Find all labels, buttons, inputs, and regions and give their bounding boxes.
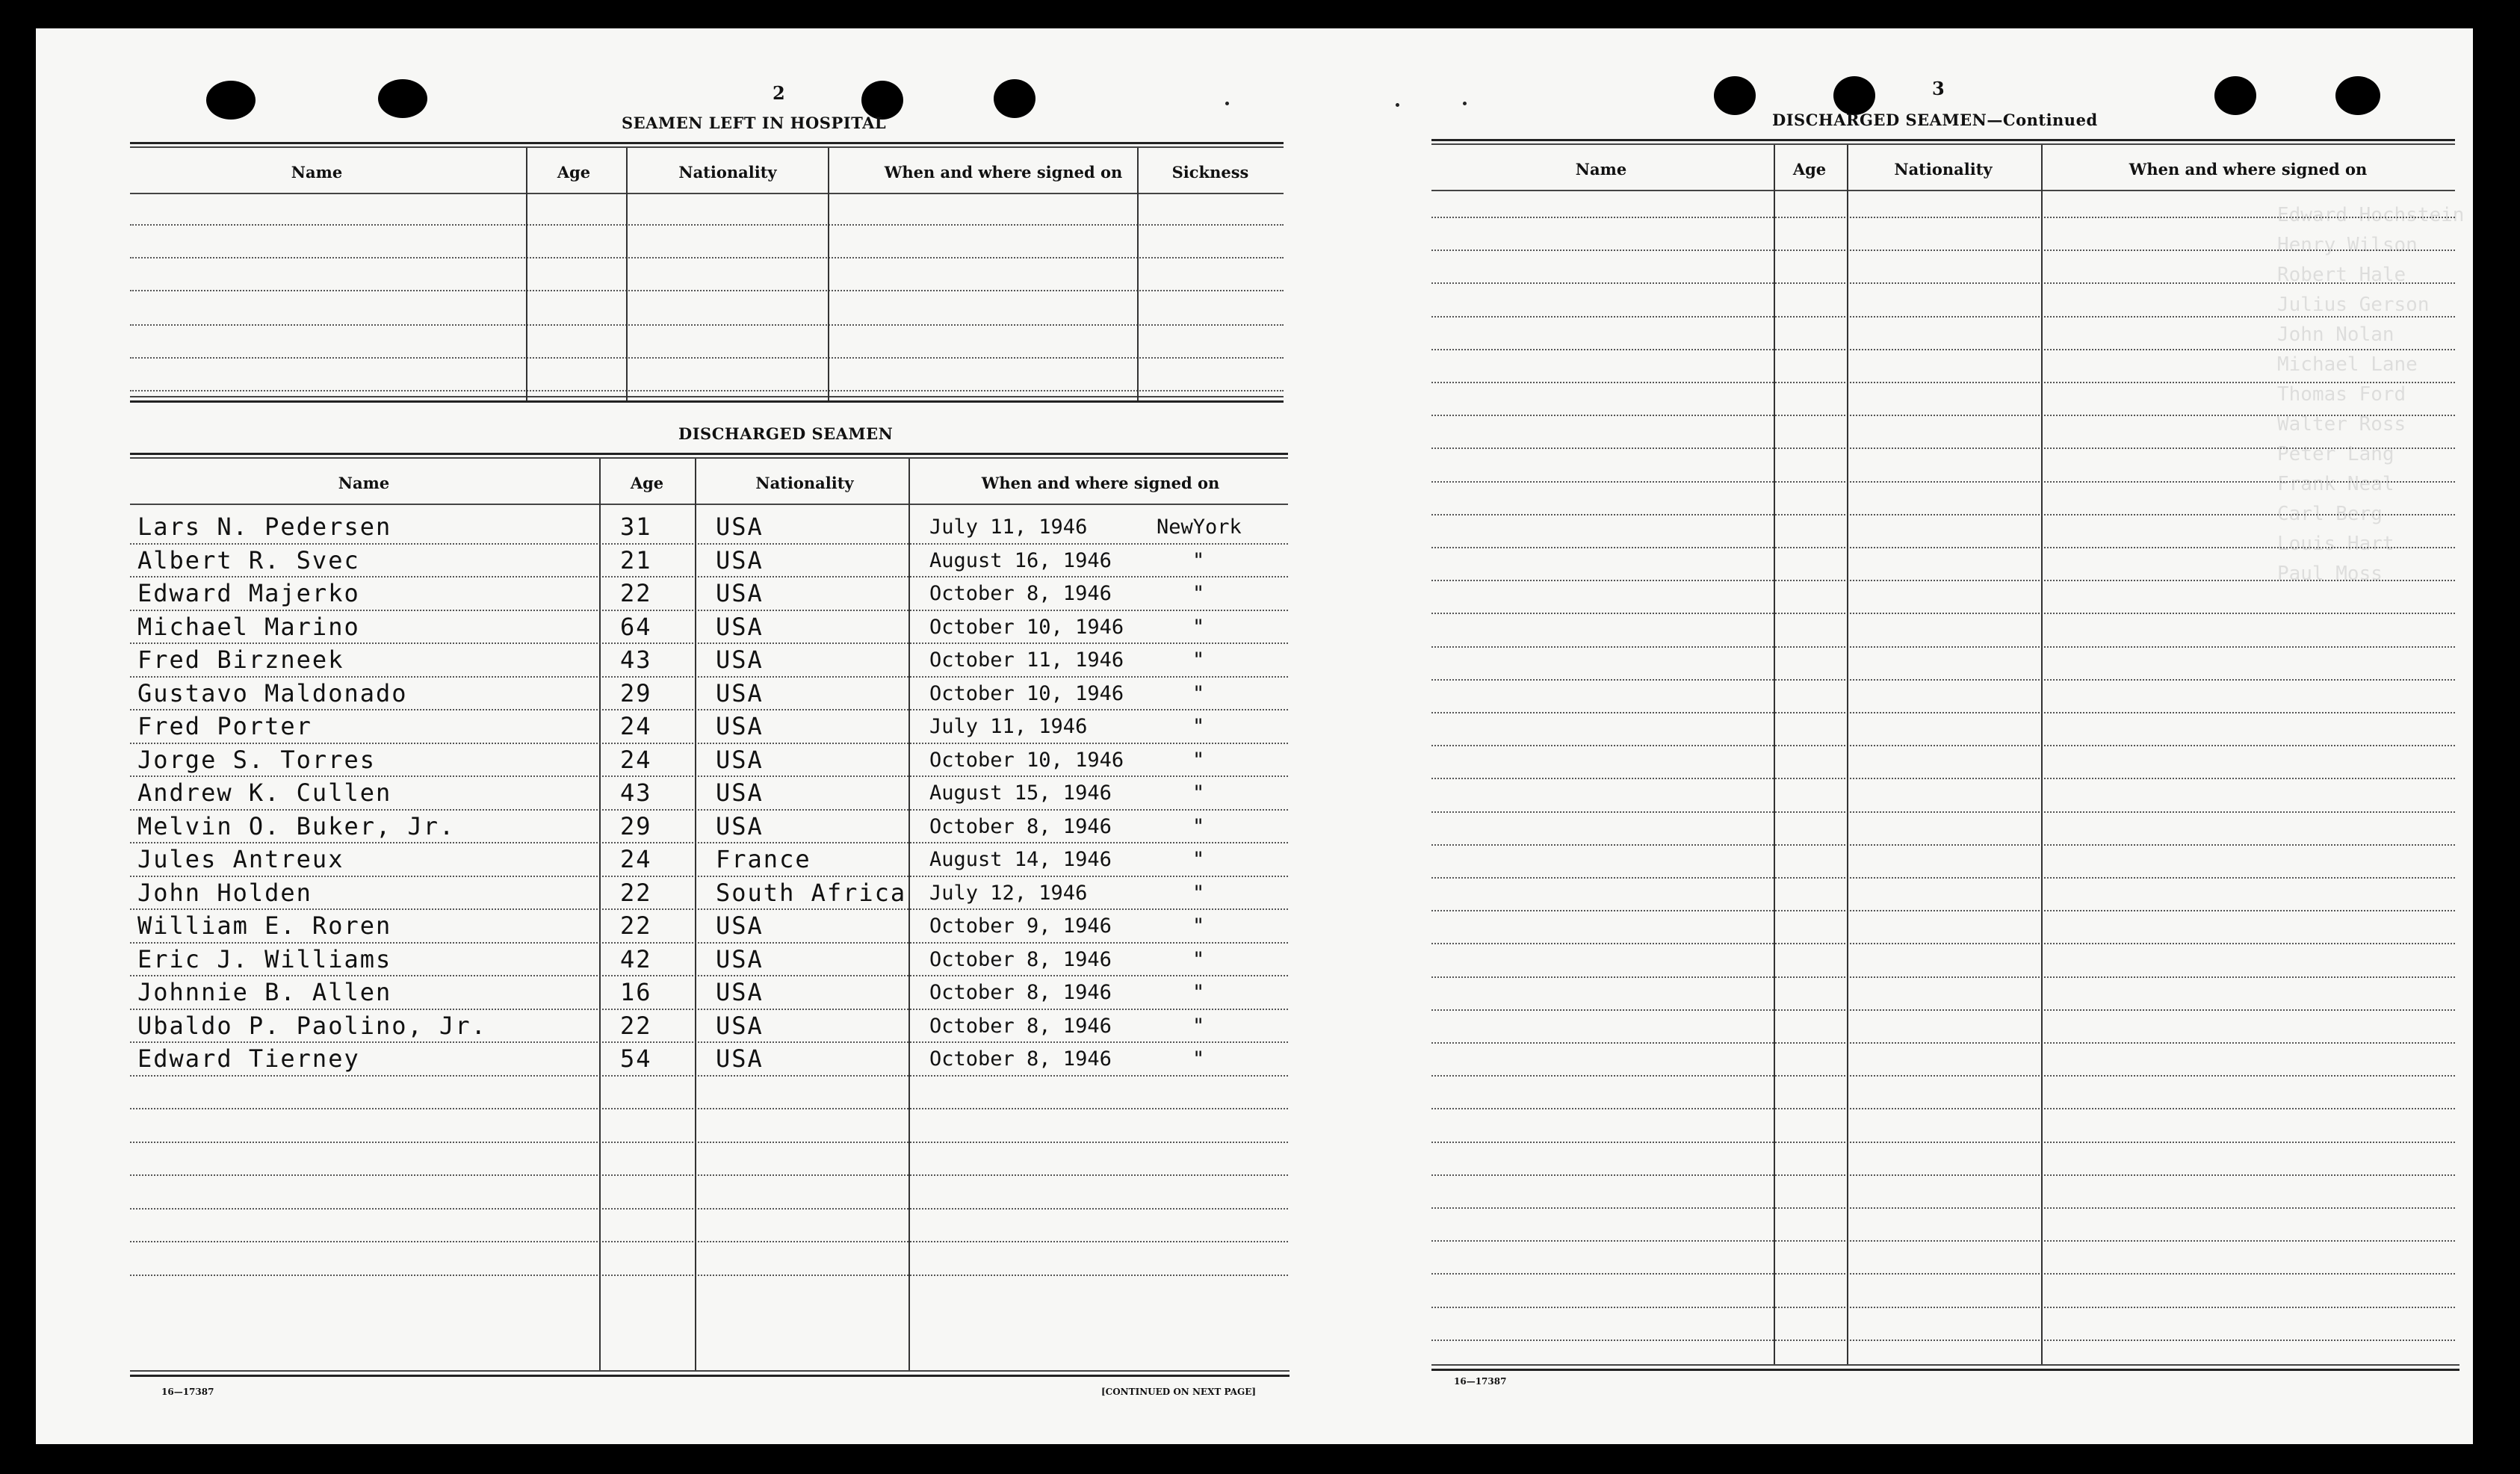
blank-row-line: [1431, 976, 2455, 978]
seaman-nationality: USA: [716, 778, 764, 807]
seaman-name: Michael Marino: [137, 612, 360, 641]
seaman-name: Johnnie B. Allen: [137, 978, 392, 1006]
signed-on-date: October 8, 1946: [929, 947, 1112, 971]
blank-row-line: [1431, 514, 2455, 515]
seaman-age: 24: [620, 745, 652, 774]
discharged-col-divider: [599, 459, 601, 1372]
blank-row-line: [1431, 1307, 2455, 1308]
signed-on-place: ": [1192, 582, 1205, 605]
continued-col-nationality: Nationality: [1894, 160, 1993, 179]
discharged-col-divider: [908, 459, 910, 1372]
bleed-through-text: Edward Hochstein Henry Wilson Robert Hale Julius Gerson John Nolan Michael Lane Thomas Ford Walter Ross Peter Lang Frank Neal Carl Berg Louis Hart Paul Moss: [2277, 204, 2465, 585]
seaman-nationality: USA: [716, 745, 764, 774]
seaman-age: 43: [620, 645, 652, 674]
signed-on-date: August 14, 1946: [929, 848, 1112, 871]
signed-on-place: ": [1192, 1047, 1205, 1071]
row-line: [130, 1041, 1288, 1043]
discharged-col-name: Name: [338, 474, 390, 492]
seaman-nationality: USA: [716, 579, 764, 607]
continued-header-rule: [1431, 190, 2455, 191]
seaman-nationality: South Africa: [716, 878, 907, 907]
seaman-age: 22: [620, 911, 652, 940]
continued-top-rule: [1431, 143, 2455, 145]
seaman-age: 29: [620, 678, 652, 707]
blank-row-line: [1431, 1108, 2455, 1109]
blank-row-line: [130, 290, 1284, 291]
discharged-top-rule: [130, 453, 1288, 455]
seaman-age: 24: [620, 712, 652, 740]
signed-on-place: ": [1192, 881, 1205, 905]
signed-on-date: August 15, 1946: [929, 781, 1112, 805]
seaman-name: Albert R. Svec: [137, 545, 360, 575]
continued-col-divider: [1847, 145, 1848, 1366]
punch-hole: [2214, 76, 2256, 115]
blank-row-line: [1431, 415, 2455, 416]
discharged-title: DISCHARGED SEAMEN: [678, 424, 894, 443]
seaman-age: 22: [620, 1011, 652, 1040]
seaman-name: Jorge S. Torres: [137, 745, 376, 774]
seaman-age: 22: [620, 579, 652, 607]
signed-on-date: October 10, 1946: [929, 748, 1124, 772]
blank-row-line: [130, 357, 1284, 359]
signed-on-date: October 10, 1946: [929, 681, 1124, 705]
blank-row-line: [130, 390, 1284, 391]
blank-row-line: [1431, 217, 2455, 218]
discharged-col-age: Age: [630, 474, 664, 492]
seaman-name: Gustavo Maldonado: [137, 678, 408, 707]
seaman-name: Eric J. Williams: [137, 944, 392, 973]
continued-col-divider: [1774, 145, 1775, 1366]
seaman-nationality: USA: [716, 811, 764, 840]
blank-row-line: [1431, 646, 2455, 648]
hospital-col-divider: [526, 148, 527, 400]
seaman-nationality: USA: [716, 712, 764, 740]
page-number: 3: [1932, 78, 1945, 99]
blank-row-line: [1431, 282, 2455, 284]
seaman-nationality: USA: [716, 545, 764, 575]
blank-row-line: [130, 257, 1284, 258]
row-line: [130, 809, 1288, 811]
blank-row-line: [1431, 448, 2455, 449]
seaman-name: John Holden: [137, 878, 312, 907]
seaman-nationality: USA: [716, 513, 764, 541]
blank-row-line: [1431, 580, 2455, 581]
row-line: [130, 1208, 1288, 1210]
seaman-nationality: USA: [716, 1011, 764, 1040]
page-number: 2: [773, 82, 785, 104]
blank-row-line: [1431, 910, 2455, 911]
seaman-name: Fred Porter: [137, 712, 312, 740]
hospital-col-nationality: Nationality: [678, 163, 777, 182]
blank-row-line: [1431, 877, 2455, 879]
signed-on-date: October 11, 1946: [929, 648, 1124, 672]
row-line: [130, 1241, 1288, 1242]
signed-on-date: July 11, 1946: [929, 715, 1088, 738]
row-line: [130, 876, 1288, 877]
signed-on-place: ": [1192, 615, 1205, 639]
blank-row-line: [130, 224, 1284, 226]
seaman-nationality: USA: [716, 911, 764, 940]
signed-on-place: ": [1192, 748, 1205, 772]
seaman-name: Jules Antreux: [137, 845, 344, 873]
row-line: [130, 576, 1288, 577]
blank-row-line: [1431, 778, 2455, 779]
signed-on-place: ": [1192, 1014, 1205, 1038]
signed-on-date: October 8, 1946: [929, 1047, 1112, 1071]
seaman-age: 24: [620, 845, 652, 873]
continued-top-rule: [1431, 139, 2455, 141]
signed-on-date: July 11, 1946: [929, 515, 1088, 539]
row-line: [130, 642, 1288, 644]
seaman-name: Lars N. Pedersen: [137, 513, 392, 541]
discharged-header-rule: [130, 504, 1288, 505]
row-line: [130, 842, 1288, 843]
discharged-bottom-rule: [130, 1375, 1290, 1377]
blank-row-line: [1431, 1009, 2455, 1011]
seaman-name: Fred Birzneek: [137, 645, 344, 674]
punch-hole: [1833, 76, 1875, 115]
signed-on-date: August 16, 1946: [929, 548, 1112, 572]
discharged-bottom-rule: [130, 1370, 1290, 1372]
row-line: [130, 1275, 1288, 1276]
blank-row-line: [130, 324, 1284, 326]
signed-on-date: July 12, 1946: [929, 881, 1088, 905]
form-number: 16—17387: [1454, 1376, 1507, 1387]
row-line: [130, 975, 1288, 976]
signed-on-place: ": [1192, 548, 1205, 572]
blank-row-line: [1431, 811, 2455, 813]
blank-row-line: [1431, 382, 2455, 383]
hospital-col-divider: [1137, 148, 1139, 400]
blank-row-line: [1431, 1142, 2455, 1143]
seaman-name: Edward Tierney: [137, 1044, 360, 1073]
punch-hole: [206, 81, 256, 120]
seaman-name: William E. Roren: [137, 911, 392, 940]
blank-row-line: [1431, 1207, 2455, 1209]
seaman-nationality: USA: [716, 645, 764, 674]
hospital-col-name: Name: [291, 163, 343, 182]
hospital-top-rule: [130, 142, 1284, 144]
signed-on-place: ": [1192, 648, 1205, 672]
continued-title: DISCHARGED SEAMEN—Continued: [1772, 111, 2098, 129]
blank-row-line: [1431, 613, 2455, 614]
hospital-col-divider: [626, 148, 628, 400]
seaman-nationality: USA: [716, 944, 764, 973]
signed-on-place: ": [1192, 947, 1205, 971]
row-line: [130, 1075, 1288, 1077]
seaman-age: 54: [620, 1044, 652, 1073]
continued-bottom-rule: [1431, 1364, 2459, 1366]
seaman-age: 43: [620, 778, 652, 807]
seaman-name: Melvin O. Buker, Jr.: [137, 811, 456, 840]
signed-on-date: October 8, 1946: [929, 582, 1112, 605]
speck: [1225, 102, 1229, 105]
blank-row-line: [1431, 547, 2455, 548]
continued-bottom-rule: [1431, 1369, 2459, 1371]
continued-col-signed-on: When and where signed on: [2129, 160, 2368, 179]
blank-row-line: [1431, 1174, 2455, 1176]
hospital-col-sickness: Sickness: [1171, 163, 1249, 182]
blank-row-line: [1431, 1042, 2455, 1044]
seaman-nationality: USA: [716, 978, 764, 1006]
signed-on-date: October 8, 1946: [929, 981, 1112, 1004]
blank-row-line: [1431, 844, 2455, 846]
hospital-header-rule: [130, 193, 1284, 194]
signed-on-place: ": [1192, 848, 1205, 871]
hospital-col-signed-on: When and where signed on: [884, 163, 1123, 182]
signed-on-place: ": [1192, 914, 1205, 938]
blank-row-line: [1431, 1273, 2455, 1275]
seaman-nationality: USA: [716, 612, 764, 641]
signed-on-date: October 9, 1946: [929, 914, 1112, 938]
row-line: [130, 908, 1288, 910]
continued-col-name: Name: [1575, 160, 1627, 179]
row-line: [130, 709, 1288, 710]
row-line: [130, 1142, 1288, 1143]
continued-note: [CONTINUED ON NEXT PAGE]: [1101, 1387, 1257, 1397]
blank-row-line: [1431, 1240, 2455, 1242]
signed-on-date: October 8, 1946: [929, 814, 1112, 838]
row-line: [130, 1009, 1288, 1010]
punch-hole: [1714, 76, 1756, 115]
blank-row-line: [1431, 712, 2455, 713]
seaman-age: 42: [620, 944, 652, 973]
blank-row-line: [1431, 1340, 2455, 1341]
signed-on-place: ": [1192, 814, 1205, 838]
seaman-name: Edward Majerko: [137, 579, 360, 607]
punch-hole: [994, 79, 1035, 118]
row-line: [130, 543, 1288, 545]
blank-row-line: [1431, 1075, 2455, 1077]
blank-row-line: [1431, 679, 2455, 681]
seaman-name: Ubaldo P. Paolino, Jr.: [137, 1011, 487, 1040]
seaman-nationality: France: [716, 845, 811, 873]
seaman-nationality: USA: [716, 678, 764, 707]
row-line: [130, 775, 1288, 777]
blank-row-line: [1431, 943, 2455, 944]
seaman-age: 22: [620, 878, 652, 907]
continued-col-divider: [2041, 145, 2043, 1366]
blank-row-line: [1431, 745, 2455, 746]
blank-row-line: [1431, 481, 2455, 483]
hospital-col-age: Age: [557, 163, 591, 182]
seaman-age: 29: [620, 811, 652, 840]
signed-on-place: ": [1192, 681, 1205, 705]
blank-row-line: [1431, 250, 2455, 251]
signed-on-place: ": [1192, 981, 1205, 1004]
blank-row-line: [1431, 349, 2455, 350]
punch-hole: [2335, 76, 2380, 115]
row-line: [130, 1174, 1288, 1176]
discharged-col-nationality: Nationality: [755, 474, 854, 492]
row-line: [130, 942, 1288, 944]
signed-on-date: October 10, 1946: [929, 615, 1124, 639]
hospital-col-divider: [828, 148, 829, 400]
speck: [1463, 102, 1467, 105]
punch-hole: [378, 79, 427, 118]
seaman-age: 64: [620, 612, 652, 641]
signed-on-place: NewYork: [1157, 515, 1242, 539]
row-line: [130, 610, 1288, 611]
seaman-name: Andrew K. Cullen: [137, 778, 392, 807]
hospital-top-rule: [130, 146, 1284, 148]
speck: [1396, 103, 1399, 107]
discharged-top-rule: [130, 457, 1288, 459]
hospital-title: SEAMEN LEFT IN HOSPITAL: [622, 114, 887, 132]
discharged-col-signed-on: When and where signed on: [981, 474, 1220, 492]
row-line: [130, 743, 1288, 744]
hospital-bottom-rule: [130, 400, 1284, 403]
signed-on-place: ": [1192, 715, 1205, 738]
seaman-age: 31: [620, 513, 652, 541]
seaman-age: 16: [620, 978, 652, 1006]
signed-on-date: October 8, 1946: [929, 1014, 1112, 1038]
continued-col-age: Age: [1792, 160, 1827, 179]
discharged-col-divider: [695, 459, 696, 1372]
blank-row-line: [1431, 316, 2455, 318]
form-number: 16—17387: [161, 1387, 214, 1397]
row-line: [130, 1108, 1288, 1109]
row-line: [130, 676, 1288, 678]
hospital-bottom-rule: [130, 396, 1284, 397]
signed-on-place: ": [1192, 781, 1205, 805]
manifest-sheet: [36, 28, 2473, 1444]
seaman-nationality: USA: [716, 1044, 764, 1073]
seaman-age: 21: [620, 545, 652, 575]
